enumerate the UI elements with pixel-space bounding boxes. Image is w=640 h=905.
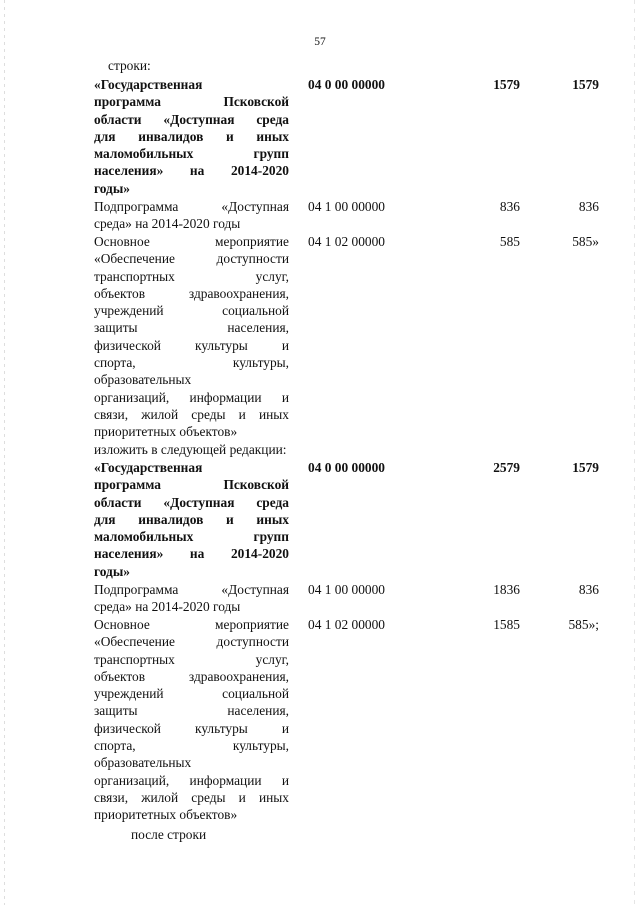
- row-value-2: 585»: [572, 234, 599, 249]
- page-number: 57: [314, 36, 326, 48]
- name-line: образовательных: [94, 372, 192, 388]
- row-name: [94, 198, 289, 233]
- name-line: приоритетных объектов»: [94, 424, 238, 440]
- name-line: «Обеспечение доступности: [94, 251, 289, 267]
- intro-text: строки:: [108, 58, 151, 73]
- scan-edge-right: [634, 0, 635, 905]
- name-line: программа Псковской: [94, 94, 289, 110]
- name-line: организаций, информации и: [94, 772, 289, 788]
- row-value-1: 2579: [493, 460, 520, 475]
- name-line: образовательных: [94, 755, 192, 771]
- name-line: для инвалидов и иных: [94, 128, 289, 144]
- row-code: 04 0 00 00000: [308, 460, 385, 475]
- row-value-1: 585: [499, 234, 520, 249]
- name-line: маломобильных групп: [94, 529, 289, 545]
- row-value-2: 836: [578, 582, 599, 597]
- scan-edge-left: [4, 0, 5, 905]
- row-name: [94, 233, 289, 441]
- name-line: Подпрограмма «Доступная: [94, 582, 289, 597]
- name-line: «Государственная: [94, 460, 203, 475]
- row-value-2: 836: [578, 199, 599, 214]
- name-line: защиты населения,: [94, 703, 289, 719]
- name-line: связи, жилой среды и иных: [94, 789, 289, 805]
- name-line: транспортных услуг,: [94, 268, 289, 284]
- name-line: организаций, информации и: [94, 389, 289, 405]
- outro-text: после строки: [131, 827, 207, 842]
- name-line: области «Доступная среда: [94, 111, 289, 127]
- name-line: Подпрограмма «Доступная: [94, 199, 289, 214]
- row-code: 04 1 02 00000: [308, 617, 385, 632]
- name-line: связи, жилой среды и иных: [94, 406, 289, 422]
- name-line: учреждений социальной: [94, 303, 289, 319]
- name-line: годы»: [94, 563, 130, 579]
- row-value-2: 1579: [572, 77, 599, 92]
- name-line: Основное мероприятие: [94, 617, 289, 632]
- name-line: среда» на 2014-2020 годы: [94, 599, 241, 615]
- row-code: 04 1 00 00000: [308, 199, 385, 214]
- row-value-2: 585»;: [568, 617, 599, 632]
- name-line: населения» на 2014-2020: [94, 546, 289, 562]
- name-line: маломобильных групп: [94, 146, 289, 162]
- name-line: физической культуры и: [94, 337, 289, 353]
- row-value-2: 1579: [572, 460, 599, 475]
- name-line: населения» на 2014-2020: [94, 163, 289, 179]
- row-value-1: 836: [499, 199, 520, 214]
- name-line: среда» на 2014-2020 годы: [94, 216, 241, 232]
- name-line: объектов здравоохранения,: [94, 668, 289, 684]
- name-line: спорта, культуры,: [94, 355, 289, 371]
- name-line: годы»: [94, 180, 130, 196]
- name-line: приоритетных объектов»: [94, 807, 238, 823]
- name-line: учреждений социальной: [94, 686, 289, 702]
- name-line: Основное мероприятие: [94, 234, 289, 249]
- name-line: «Государственная: [94, 77, 203, 92]
- name-line: спорта, культуры,: [94, 738, 289, 754]
- name-line: для инвалидов и иных: [94, 511, 289, 527]
- name-line: транспортных услуг,: [94, 651, 289, 667]
- row-name: [94, 459, 289, 580]
- name-line: физической культуры и: [94, 720, 289, 736]
- row-value-1: 1836: [493, 582, 520, 597]
- row-name: [94, 616, 289, 824]
- row-code: 04 1 00 00000: [308, 582, 385, 597]
- name-line: «Обеспечение доступности: [94, 634, 289, 650]
- name-line: программа Псковской: [94, 477, 289, 493]
- row-code: 04 0 00 00000: [308, 77, 385, 92]
- name-line: защиты населения,: [94, 320, 289, 336]
- row-value-1: 1579: [493, 77, 520, 92]
- middle-text: изложить в следующей редакции:: [94, 442, 287, 457]
- row-name: [94, 76, 289, 197]
- name-line: области «Доступная среда: [94, 494, 289, 510]
- row-code: 04 1 02 00000: [308, 234, 385, 249]
- row-value-1: 1585: [493, 617, 520, 632]
- name-line: объектов здравоохранения,: [94, 285, 289, 301]
- row-name: [94, 581, 289, 616]
